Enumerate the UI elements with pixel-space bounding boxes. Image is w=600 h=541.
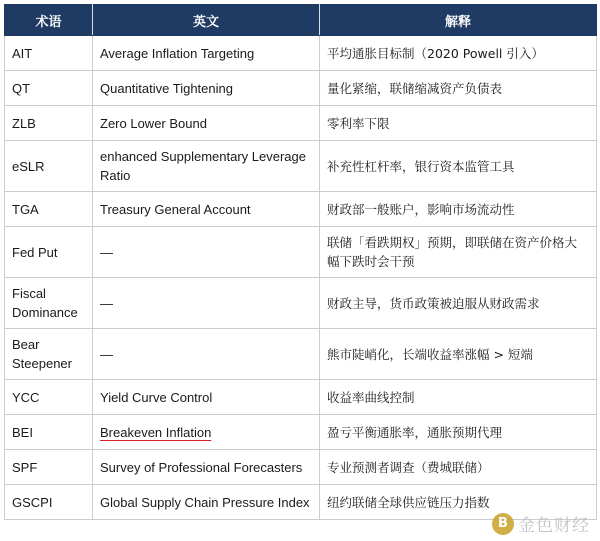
term-cell: AIT — [5, 36, 93, 71]
table-row — [5, 192, 597, 227]
explanation-cell: 联储「看跌期权」预期，即联储在资产价格大幅下跌时会干预 — [320, 227, 597, 278]
english-cell: — — [93, 329, 320, 380]
table-row — [5, 71, 597, 106]
table-row — [5, 380, 597, 415]
header-english: 英文 — [93, 5, 320, 36]
term-cell: QT — [5, 71, 93, 106]
english-cell: enhanced Supplementary Leverage Ratio — [93, 141, 320, 192]
explanation-cell: 零利率下限 — [320, 106, 597, 141]
english-cell: — — [93, 278, 320, 329]
header-explanation: 解释 — [320, 5, 597, 36]
english-cell: Treasury General Account — [93, 192, 320, 227]
english-cell: Quantitative Tightening — [93, 71, 320, 106]
table-row — [5, 106, 597, 141]
term-cell: eSLR — [5, 141, 93, 192]
term-cell: BEI — [5, 415, 93, 450]
header-term: 术语 — [5, 5, 93, 36]
table-row — [5, 141, 597, 192]
table-row — [5, 329, 597, 380]
explanation-cell: 量化紧缩，联储缩减资产负债表 — [320, 71, 597, 106]
table-row — [5, 415, 597, 450]
english-cell: Average Inflation Targeting — [93, 36, 320, 71]
english-cell: Survey of Professional Forecasters — [93, 450, 320, 485]
table-row — [5, 36, 597, 71]
english-cell: Zero Lower Bound — [93, 106, 320, 141]
explanation-cell: 盈亏平衡通胀率，通胀预期代理 — [320, 415, 597, 450]
term-cell: GSCPI — [5, 485, 93, 520]
explanation-cell: 收益率曲线控制 — [320, 380, 597, 415]
glossary-table-container — [4, 4, 596, 520]
term-cell: ZLB — [5, 106, 93, 141]
explanation-cell: 平均通胀目标制（2020 Powell 引入） — [320, 36, 597, 71]
explanation-cell: 专业预测者调查（费城联储） — [320, 450, 597, 485]
explanation-cell: 补充性杠杆率，银行资本监管工具 — [320, 141, 597, 192]
term-cell: Fed Put — [5, 227, 93, 278]
explanation-cell: 纽约联储全球供应链压力指数 — [320, 485, 597, 520]
term-cell: YCC — [5, 380, 93, 415]
logo-icon: B — [492, 513, 514, 535]
english-cell: Yield Curve Control — [93, 380, 320, 415]
explanation-cell: 财政部一般账户，影响市场流动性 — [320, 192, 597, 227]
glossary-table — [4, 4, 597, 520]
english-cell — [93, 415, 320, 450]
logo-text: 金色财经 — [518, 516, 590, 536]
table-row — [5, 227, 597, 278]
table-row — [5, 450, 597, 485]
english-cell: Global Supply Chain Pressure Index — [93, 485, 320, 520]
table-header-row — [5, 5, 597, 36]
term-cell: Fiscal Dominance — [5, 278, 93, 329]
explanation-cell: 熊市陡峭化，长端收益率涨幅 > 短端 — [320, 329, 597, 380]
watermark-logo — [492, 511, 590, 536]
english-link-text: Breakeven Inflation — [100, 424, 212, 440]
term-cell: Bear Steepener — [5, 329, 93, 380]
english-cell: — — [93, 227, 320, 278]
term-cell: TGA — [5, 192, 93, 227]
table-row — [5, 278, 597, 329]
explanation-cell: 财政主导，货币政策被迫服从财政需求 — [320, 278, 597, 329]
term-cell: SPF — [5, 450, 93, 485]
